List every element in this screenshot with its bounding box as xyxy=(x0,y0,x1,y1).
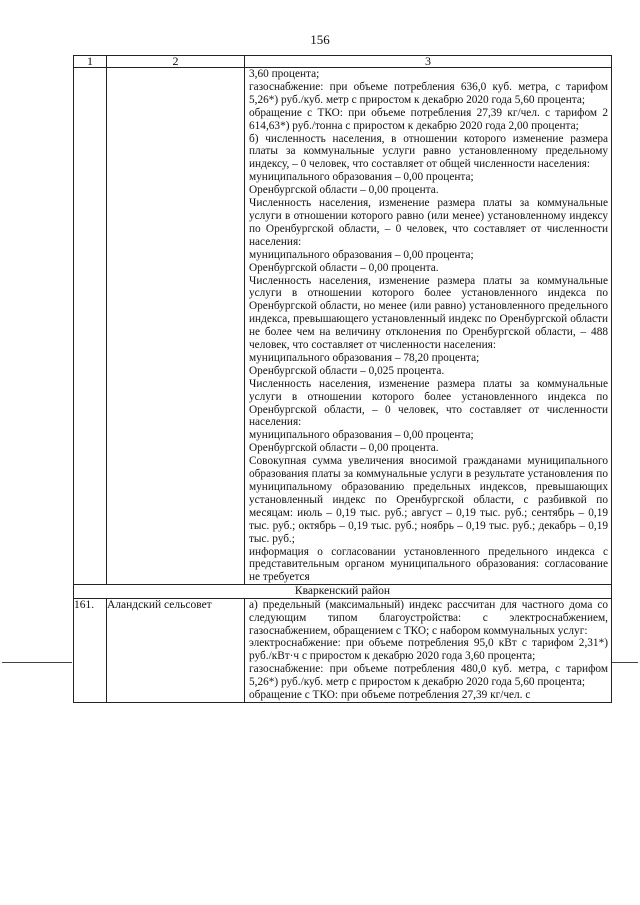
continued-text-cell xyxy=(245,68,612,585)
section-row xyxy=(74,585,612,599)
section-title: Кваркенский район xyxy=(74,585,612,599)
paragraph: газоснабжение: при объеме потребления 480,0 куб. метра, с тарифом 5,26*) руб./куб. метр с приростом к декабрю 2020 года 5,60 процента; xyxy=(249,663,608,689)
paragraph: Численность населения, изменение размера платы за коммунальные услуги в отношении которого более установленного индекса по Оренбургской области, – 0 человек, что составляет от численности населения: xyxy=(249,377,608,429)
paragraph: Совокупная сумма увеличения вносимой гражданами муниципального образования платы за коммунальные услуги в результате установления по муниципальному образованию предельных индексов, превышающих установленный индекс по Оренбургской области, с разбивкой по месяцам: июль – 0,19 тыс. руб.; август – 0,19 тыс. руб.; сентябрь – 0,19 тыс. руб.; октябрь – 0,19 тыс. руб.; ноябрь – 0,19 тыс. руб.; декабрь – 0,19 тыс. руб.; xyxy=(249,455,608,545)
paragraph: 3,60 процента; xyxy=(249,68,320,80)
column-header-2: 2 xyxy=(107,56,245,68)
header-row xyxy=(74,56,612,68)
tariff-table xyxy=(73,55,612,703)
column-header-3: 3 xyxy=(245,56,612,68)
paragraph: обращение с ТКО: при объеме потребления 27,39 кг/чел. с тарифом 2 614,63*) руб./тонна с приростом к декабрю 2020 года 2,00 процента; xyxy=(249,106,608,132)
entry-row xyxy=(74,598,612,702)
continued-row xyxy=(74,68,612,585)
paragraph: муниципального образования – 0,00 процента; xyxy=(249,248,474,261)
paragraph: Оренбургской области – 0,00 процента. xyxy=(249,184,439,197)
paragraph: электроснабжение: при объеме потребления 95,0 кВт с тарифом 2,31*) руб./кВт·ч с приростом к декабрю 2020 года 3,60 процента; xyxy=(249,637,608,663)
entry-name: Аландский сельсовет xyxy=(107,598,245,702)
paragraph: а) предельный (максимальный) индекс рассчитан для частного дома со следующим типом благоустройства: с электроснабжением, газоснабжением, обращением с ТКО; с набором коммунальных услуг: xyxy=(249,598,608,637)
paragraph: муниципального образования – 78,20 процента; xyxy=(249,351,480,364)
continued-name-cell xyxy=(107,68,245,585)
paragraph: Оренбургской области – 0,025 процента. xyxy=(249,364,445,377)
paragraph: муниципального образования – 0,00 процента; xyxy=(249,171,474,184)
paragraph: обращение с ТКО: при объеме потребления 27,39 кг/чел. с xyxy=(249,689,531,702)
paragraph: Оренбургской области – 0,00 процента. xyxy=(249,261,439,274)
entry-number: 161. xyxy=(74,598,107,702)
paragraph: б) численность населения, в отношении которого изменение размера платы за коммунальные услуги равно установленному предельному индексу, – 0 человек, что составляет от общей численности населения: xyxy=(249,132,608,171)
paragraph: информация о согласовании установленного предельного индекса с представительным органом муниципального образования: согласование не требуется xyxy=(249,545,608,584)
entry-text-cell xyxy=(245,598,612,702)
continued-number-cell xyxy=(74,68,107,585)
page-number: 156 xyxy=(310,32,330,47)
paragraph: Численность населения, изменение размера платы за коммунальные услуги в отношении которого более установленного индекса по Оренбургской области, но менее (или равно) установленного предельного индекса, превышающего установленный индекс по Оренбургской области не более чем на величину отклонения по Оренбургской области, – 488 человек, что составляет от численности населения: xyxy=(249,274,608,352)
paragraph: Численность населения, изменение размера платы за коммунальные услуги в отношении которого равно (или менее) установленному индексу по Оренбургской области, – 0 человек, что составляет от численности населения: xyxy=(249,197,608,248)
paragraph: муниципального образования – 0,00 процента; xyxy=(249,429,474,442)
paragraph: газоснабжение: при объеме потребления 636,0 куб. метра, с тарифом 5,26*) руб./куб. метр с приростом к декабрю 2020 года 5,60 процента; xyxy=(249,80,608,106)
continued-text xyxy=(245,68,611,584)
entry-text xyxy=(245,599,611,702)
column-header-1: 1 xyxy=(74,56,107,68)
paragraph: Оренбургской области – 0,00 процента. xyxy=(249,442,439,455)
scan-artifact-line xyxy=(612,662,638,663)
scan-artifact-line xyxy=(2,662,72,663)
